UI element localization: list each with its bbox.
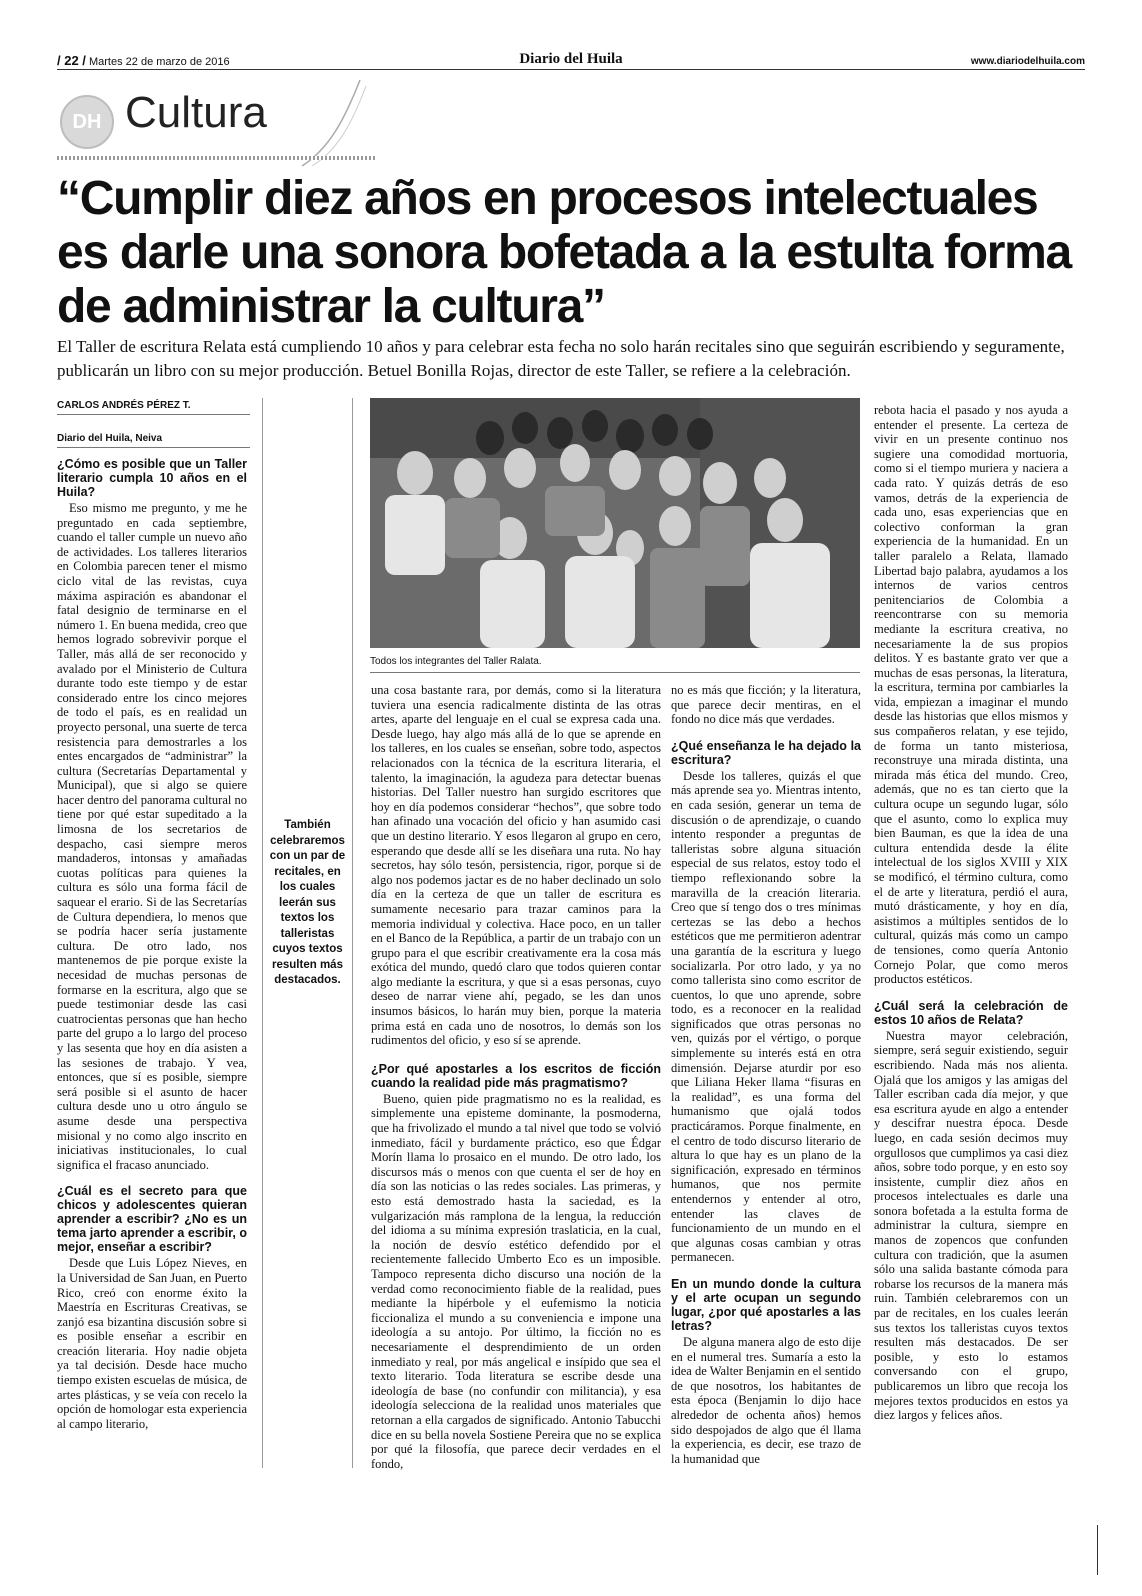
interview-answer: Desde los talleres, quizás el que más aprende sea yo. Mientras intento, en cada sesión, generar un tema de discusión o de aprendizaje, o cuando intento responder a preguntas de talleristas sobre alguna situación especial de sus relatos, estoy todo el tiempo reflexionando sobre la maravilla de la creación literaria. Creo que sí tengo dos o tres mínimas certezas se las debo a hechos estéticos que me permitieron adentrar una garantía de la escritura y luego socializarla. Por otro lado, y ya no como tallerista sino como escritor de cuentos, lo que uno aprende, sobre todo, es a reconocer en la realidad significados que otras personas no ven, quizás por el vértigo, o porque simplemente su interés está en otra dimensión. Dejarse aturdir por eso que Liliana Heker llama “fisuras en la realidad”, es una forma del humanismo que ojalá todos practicáramos. Porque finalmente, en el centro de todo discurso literario de altura lo que hay es un plano de la significación, expresado en términos humanos, que nos permite entendernos y entender al otro, entender las claves de funcionamiento de un mundo en el que algunas cosas cambian y otras permanecen. bbox=[671, 768, 861, 1265]
byline: CARLOS ANDRÉS PÉREZ T. bbox=[57, 400, 191, 411]
interview-answer: una cosa bastante rara, por demás, como si la literatura tuviera una esencia radicalmente distinta de las otras artes, aparte del lenguaje en el cual se expresa cada una. Desde luego, hay algo más allá de lo que se aprende en los talleres, en los cuales se enseñan, sobre todo, aspectos relacionados con la técnica de la escritura literaria, el talento, la imaginación, la agudeza para detectar buenas historias. Del Taller nuestro han surgido escritores que hoy en día podemos considerar “hechos”, que sobre todo han afinado una vocación del oficio y han asumido casi que un destino literario. Y esos llegaron al grupo en cero, esperando que desde allí se les diseñara una ruta. No hay secretos, hay sólo tesón, persistencia, rigor, porque si de algo nos podemos jactar es de no haber declinado un solo día en la certeza de que un taller de escritura es sumamente necesario para trazar caminos para la memoria individual y colectiva. Hace poco, en un taller en el Banco de la República, a partir de un trabajo con un grupo para el que escribir creativamente era la cosa más exótica del mundo, quedó claro que todos quieren contar algo mediante la escritura, y que si a esas personas, cuyo deseo de narrar viene ahí, pegado, se les dan unos insumos básicos, lo harán muy bien, porque la materia prima está en cada uno de nosotros, lo demás son los rudimentos del oficio, y eso sí se aprende. bbox=[371, 683, 661, 1048]
website-link[interactable]: www.diariodelhuila.com bbox=[970, 56, 1085, 67]
interview-answer: Nuestra mayor celebración, siempre, será seguir existiendo, seguir escribiendo. Nada más nos alienta. Ojalá que los amigos y las amigas del Taller escriban cada día mejor, y que esa escritura ayude en algo a entender y descifrar nuestra época. Desde luego, en cada sesión decimos muy orgullosos que cumplimos ya casi diez años, sobre todo porque, y en esto soy insistente, cumplir diez años en procesos intelectuales es darle una sonora bofetada a la estulta forma de administrar la cultura, siempre en manos de zopencos que confunden cultura con tradición, que la asumen sólo una salida bastante cómoda para robarse los recursos de la manera más ruin. También celebraremos con un par de recitales, en los cuales leerán sus textos los talleristas cuyos textos resulten más destacados. De ser posible, y esto lo estamos conversando con el grupo, publicaremos un libro que recoja los mejores textos producidos en estos ya diez largos y felices años. bbox=[874, 1028, 1068, 1423]
interview-answer: Eso mismo me pregunto, y me he preguntado en cada septiembre, cuando el taller cumple un nuevo año de actividades. Los talleres literarios en Colombia parecen tener el mismo ciclo vital de las revistas, cuya máxima aspiración es abandonar el fatal designio de terminarse en el número 1. En buena medida, creo que hemos logrado sobrevivir porque el Taller, más allá de ser reconocido y avalado por el Ministerio de Cultura durante todo este tiempo y de estar considerado entre los cinco mejores de todo el país, es en realidad un proyecto personal, una suerte de terca resistencia para demostrarles a los entes encargados de “administrar” la cultura (Secretarías Departamental y Municipal), que si algo se quiere hacer dentro del panorama cultural no tiene por qué estar supeditado a la limosna de los secretarios de despacho, casi siempre meros mandaderos, intonsas y amañadas cuotas políticas para quienes la cultura es sólo una forma fácil de saquear el erario. Si de las Secretarías de Cultura dependiera, lo menos que se podría hacer sería justamente cultura. De otro lado, nos mantenemos de pie porque existe la necesidad de muchas personas de formarse en la escritura, algo que se puede testimoniar desde las casi cuatrocientas personas que han hecho parte del grupo a lo largo del proceso y las sesenta que hoy en día asisten a las sesiones de trabajo. Y vea, entonces, que sí es posible, siempre será posible si el asunto de hacer cultura desde uno u otro ángulo se asume desde una perspectiva misional y no como algo inscrito en iniciativas institucionales, lo cual significa el fracaso anunciado. bbox=[57, 501, 247, 1172]
article-column-2 bbox=[371, 683, 661, 1471]
interview-question: En un mundo donde la cultura y el arte ocupan un segundo lugar, ¿por qué apostarles a las letras? bbox=[671, 1276, 861, 1333]
byline-divider bbox=[57, 414, 250, 415]
caption-divider bbox=[370, 672, 860, 673]
newspaper-name: Diario del Huila bbox=[519, 51, 623, 67]
interview-answer: Bueno, quien pide pragmatismo no es la realidad, es simplemente una episteme dominante, la posmoderna, que ha frivolizado el mundo a tal nivel que todo se volvió inmediato, fácil y burdamente práctico, eso que Édgar Morín llama lo prosaico en el mundo. De otro lado, los discursos más o menos con que cuenta el ser de hoy en día son las noticias o las redes sociales. Las primeras, y esto está demostrado hasta la saciedad, es la vulgarización más ramplona de la lengua, la reducción del idioma a su mínima expresión traslaticia, en la cual, la noción de desvío estético defendido por el recientemente fallecido Umberto Eco es un imposible. Tampoco representa dicho discurso una noción de la verdad como reconocimiento fiable de la realidad, pues mediante la hipérbole y el eufemismo la noticia ficcionaliza el mundo a su conveniencia e impone una ideología a su antojo. Por último, la ficción no es necesariamente el desprendimiento de un orden inmediato y real, por más angelical e insípido que sea el texto literario. Toda literatura se escribe desde una ideología de base (no confundir con militancia), y esa ideología selecciona de la realidad unos materiales que retornan a ella cargados de significado. Antonio Tabucchi dice en su bella novela Sostiene Pereira que no se explica por qué la filosofía, que parece decir verdades en el fondo, bbox=[371, 1091, 661, 1471]
interview-answer: De alguna manera algo de esto dije en el numeral tres. Sumaría a esto la idea de Walter Benjamin en el sentido de que nosotros, los habitantes de esta época (Benjamin lo dijo hace alrededor de ochenta años) hemos sido despojados de algo que él llama la experiencia, es decir, ese trazo de la humanidad que bbox=[671, 1334, 861, 1466]
article-column-1 bbox=[57, 457, 247, 1431]
dateline-divider bbox=[57, 447, 250, 448]
interview-question: ¿Por qué apostarles a los escritos de ficción cuando la realidad pide más pragmatismo? bbox=[371, 1061, 661, 1090]
section-swash-icon bbox=[300, 78, 370, 168]
pull-quote: También celebraremos con un par de recitales, en los cuales leerán sus textos los talleristas cuyos textos resulten más destacados. bbox=[269, 819, 346, 986]
interview-question: ¿Cuál será la celebración de estos 10 años de Relata? bbox=[874, 998, 1068, 1027]
article-column-3 bbox=[671, 683, 861, 1466]
interview-question: ¿Cuál es el secreto para que chicos y adolescentes quieran aprender a escribir? ¿No es un tema jarto aprender a escribir, o mejor, enseñar a escribir? bbox=[57, 1184, 247, 1255]
interview-question: ¿Cómo es posible que un Taller literario cumpla 10 años en el Huila? bbox=[57, 457, 247, 499]
column-divider bbox=[352, 398, 353, 1468]
article-subhead: El Taller de escritura Relata está cumpliendo 10 años y para celebrar esta fecha no solo harán recitales sino que seguirán escribiendo y seguramente, publicarán un libro con su mejor producción. Betuel Bonilla Rojas, director de este Taller, se refiere a la celebración. bbox=[57, 337, 1065, 380]
article-column-4 bbox=[874, 403, 1068, 1423]
article-headline: “Cumplir diez años en procesos intelectuales es darle una sonora bofetada a la estulta forma de administrar la cultura” bbox=[57, 172, 1071, 333]
margin-mark bbox=[1097, 1525, 1098, 1575]
photo-caption: Todos los integrantes del Taller Ralata. bbox=[370, 656, 542, 667]
page-date: Martes 22 de marzo de 2016 bbox=[88, 56, 230, 68]
header-divider bbox=[57, 69, 1085, 70]
dh-logo-icon: DH bbox=[60, 95, 114, 149]
group-photo bbox=[370, 398, 860, 648]
column-divider bbox=[262, 398, 263, 1468]
section-divider bbox=[57, 156, 377, 160]
group-photo-image bbox=[370, 398, 860, 648]
section-title: Cultura bbox=[125, 88, 267, 137]
dateline: Diario del Huila, Neiva bbox=[57, 433, 163, 444]
interview-answer: Desde que Luis López Nieves, en la Universidad de San Juan, en Puerto Rico, creó con enorme éxito la Maestría en Escrituras Creativas, se zanjó esa bizantina discusión sobre si es posible enseñar a escribir en creación literaria. Hoy nadie objeta ya tal decisión. Desde hace mucho tiempo existen escuelas de música, de artes plásticas, y se veía con recelo la opción de homologar esta experiencia al campo literario, bbox=[57, 1256, 247, 1431]
interview-question: ¿Qué enseñanza le ha dejado la escritura? bbox=[671, 738, 861, 767]
interview-answer: rebota hacia el pasado y nos ayuda a entender el presente. La certeza de vivir en un presente continuo nos sugiere una comodidad mortuoria, como si el tiempo muriera y naciera a cada rato. Y quizás detrás de eso vamos, detrás de la experiencia de cada uno, esas experiencias que en colectivo conforman la gran experiencia de la humanidad. En un taller paralelo a Relata, llamado Libertad bajo palabra, ayudamos a los internos de varios centros penitenciarios de Colombia a reencontrarse con su memoria mediante la escritura creativa, no necesariamente la de sus propios delitos. Y es bastante grato ver que a muchas de esas personas, la literatura, la escritura, termina por cambiarles la vida, empiezan a imaginar el mundo desde las historias que ellos mismos y sus compañeros relatan, y ese tejido, de forma un tanto misteriosa, reconstruye una mirada distinta, una mirada más ética del mundo. Creo, además, que no es tan cierto que la cultura ocupe un segundo lugar, sólo que el asunto, como lo explica muy bien Bauman, es que la idea de una cultura entendida desde la élite intelectual de los siglos XVIII y XIX se modificó, el término cultura, como el de arte y literatura, perdió el aura, mutó drásticamente, y hoy en día, asistimos a múltiples sentidos de lo cultural, quizás más como un campo de tensiones, como quería Antonio Cornejo Polar, que como meros productos estéticos. bbox=[874, 403, 1068, 987]
page-number: / 22 / bbox=[57, 53, 86, 68]
interview-answer: no es más que ficción; y la literatura, que parece decir mentiras, en el fondo no dice más que verdades. bbox=[671, 683, 861, 727]
